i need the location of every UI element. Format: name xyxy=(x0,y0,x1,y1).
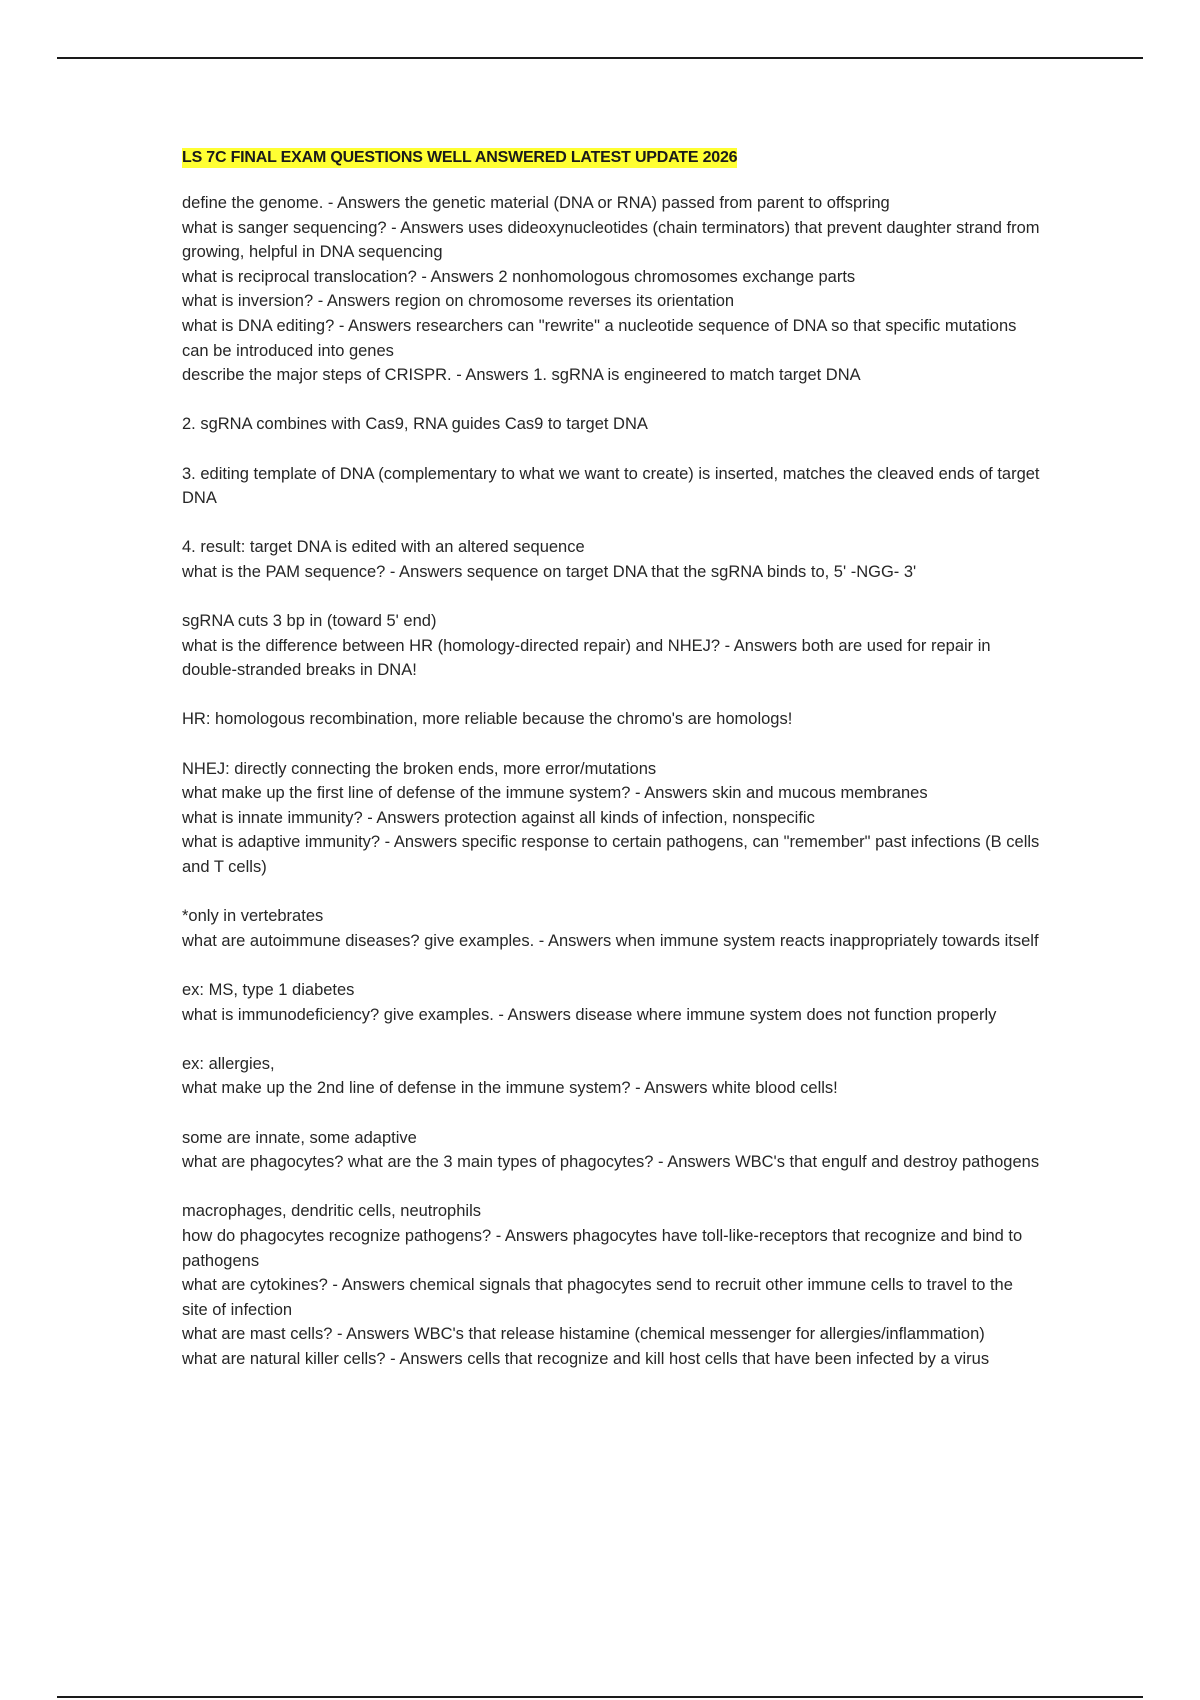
text-line: what are cytokines? - Answers chemical signals that phagocytes send to recruit other immune cells to travel to the site of infection xyxy=(182,1276,1013,1319)
text-line: HR: homologous recombination, more reliable because the chromo's are homologs! xyxy=(182,710,793,729)
text-line: what is reciprocal translocation? - Answers 2 nonhomologous chromosomes exchange parts xyxy=(182,267,856,286)
document-title: LS 7C FINAL EXAM QUESTIONS WELL ANSWERED LATEST UPDATE 2026 xyxy=(182,149,738,166)
text-line: sgRNA cuts 3 bp in (toward 5' end) xyxy=(182,612,437,631)
blank-line xyxy=(182,585,1042,610)
blank-line xyxy=(182,437,1042,462)
text-line: ex: MS, type 1 diabetes xyxy=(182,981,355,999)
text-line: what are mast cells? - Answers WBC's that release histamine (chemical messenger for allergies/inflammation) xyxy=(182,1325,985,1344)
blank-line xyxy=(182,511,1042,536)
text-line: 2. sgRNA combines with Cas9, RNA guides Cas9 to target DNA xyxy=(182,415,648,434)
text-line: what is inversion? - Answers region on chromosome reverses its orientation xyxy=(182,292,735,311)
text-line: what is immunodeficiency? give examples. - Answers disease where immune system does not function properly xyxy=(182,1005,997,1024)
blank-line xyxy=(182,732,1042,757)
text-line: what is the difference between HR (homology-directed repair) and NHEJ? - Answers both are used for repair in double-stranded breaks in DNA! xyxy=(182,636,991,680)
header-rule xyxy=(57,57,1143,59)
text-line: what make up the first line of defense of the immune system? - Answers skin and mucous membranes xyxy=(182,784,928,803)
text-line: 4. result: target DNA is edited with an altered sequence xyxy=(182,538,585,557)
document-lines xyxy=(182,191,1042,1372)
text-line: *only in vertebrates xyxy=(182,907,324,926)
text-line: how do phagocytes recognize pathogens? - Answers phagocytes have toll-like-receptors that recognize and bind to pathogens xyxy=(182,1226,1023,1270)
text-line: what are natural killer cells? - Answers cells that recognize and kill host cells that have been infected by a virus xyxy=(182,1349,990,1368)
text-line: some are innate, some adaptive xyxy=(182,1128,417,1147)
text-line: what make up the 2nd line of defense in the immune system? - Answers white blood cells! xyxy=(182,1079,838,1098)
text-line: what is adaptive immunity? - Answers specific response to certain pathogens, can "remember" past infections (B cells and T cells) xyxy=(182,833,1040,877)
text-line: NHEJ: directly connecting the broken ends, more error/mutations xyxy=(182,759,657,778)
text-line: what is the PAM sequence? - Answers sequence on target DNA that the sgRNA binds to, 5' -NGG- 3' xyxy=(182,562,917,581)
blank-line xyxy=(182,1175,1042,1200)
text-line: 3. editing template of DNA (complementary to what we want to create) is inserted, matches the cleaved ends of target DNA xyxy=(182,464,1040,508)
text-line: what is sanger sequencing? - Answers uses dideoxynucleotides (chain terminators) that prevent daughter strand from growing, helpful in DNA sequencing xyxy=(182,218,1040,262)
text-line: what are autoimmune diseases? give examples. - Answers when immune system reacts inappropriately towards itself xyxy=(182,931,1039,950)
text-line: macrophages, dendritic cells, neutrophils xyxy=(182,1202,481,1221)
text-line: ex: allergies, xyxy=(182,1054,275,1073)
text-line: define the genome. - Answers the genetic material (DNA or RNA) passed from parent to offspring xyxy=(182,194,890,212)
text-line: what is DNA editing? - Answers researchers can "rewrite" a nucleotide sequence of DNA so that specific mutations can be introduced into genes xyxy=(182,316,1017,360)
text-line: what are phagocytes? what are the 3 main types of phagocytes? - Answers WBC's that engulf and destroy pathogens xyxy=(182,1153,1040,1172)
document-body xyxy=(182,145,1042,1372)
blank-line xyxy=(182,683,1042,708)
text-line: what is innate immunity? - Answers protection against all kinds of infection, nonspecific xyxy=(182,808,815,827)
blank-line xyxy=(182,1101,1042,1126)
text-line: describe the major steps of CRISPR. - Answers 1. sgRNA is engineered to match target DNA xyxy=(182,366,861,385)
footer-rule xyxy=(57,1696,1143,1698)
blank-line xyxy=(182,388,1042,413)
blank-line xyxy=(182,1027,1042,1052)
blank-line xyxy=(182,880,1042,905)
blank-line xyxy=(182,953,1042,978)
